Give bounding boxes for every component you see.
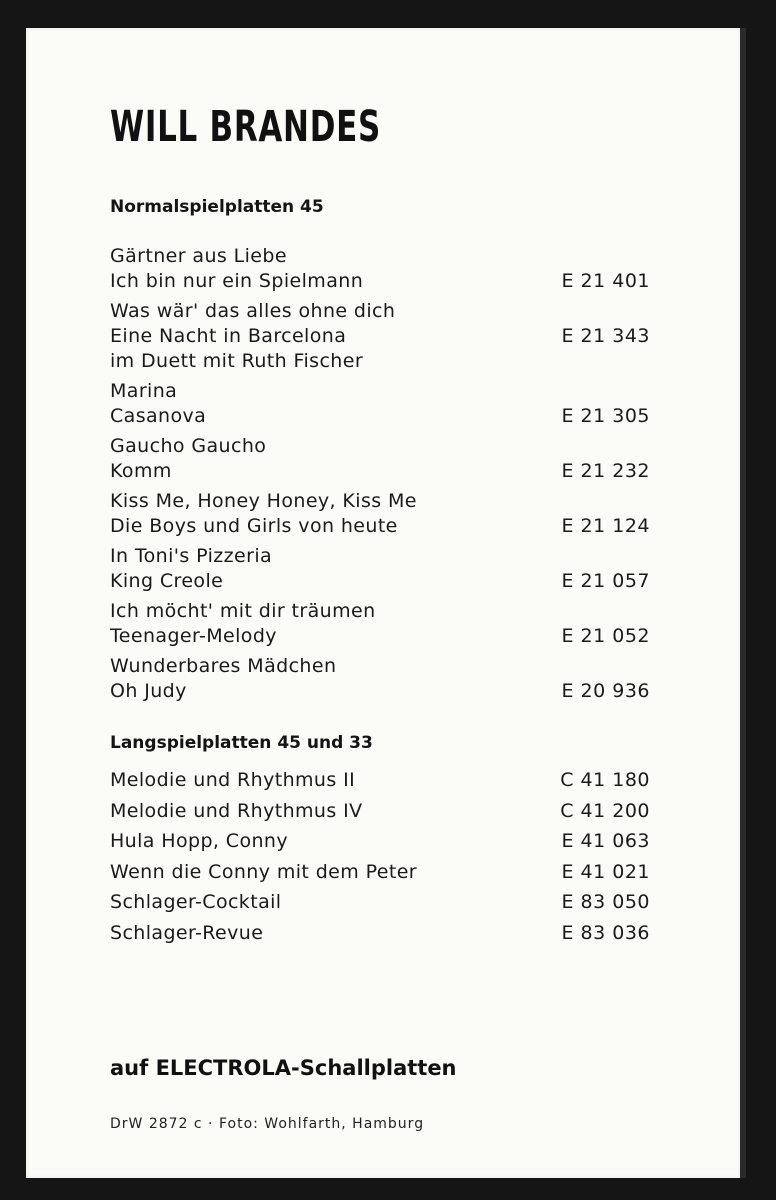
catalog-number: E 41 021 [561,860,650,883]
albums-heading: Langspielplatten 45 und 33 [110,733,373,753]
catalog-number: E 41 063 [561,830,650,852]
song-title: Komm [110,460,172,482]
song-title: Eine Nacht in Barcelona [110,325,347,347]
album-title: Schlager-Revue [110,921,264,944]
catalog-number: E 21 052 [561,625,650,647]
catalog-number: E 20 936 [561,680,650,702]
song-title: Ich bin nur ein Spielmann [110,270,364,292]
album-entry [110,857,650,888]
singles-list [110,244,650,704]
album-entry [110,826,650,857]
album-title: Melodie und Rhythmus IV [110,799,363,822]
song-title: Teenager-Melody [110,625,277,647]
catalog-number: E 21 124 [561,515,650,537]
catalog-number: E 21 343 [561,325,650,347]
song-title: Kiss Me, Honey Honey, Kiss Me [110,490,417,512]
catalog-number: C 41 200 [560,799,650,822]
song-title: Marina [110,380,178,402]
card-edge [740,28,746,1178]
single-entry [110,299,650,374]
single-entry [110,244,650,294]
album-entry [110,796,650,827]
record-label-line: auf ELECTROLA-Schallplatten [110,1056,457,1080]
artist-name: WILL BRANDES [110,102,382,152]
discography-card [26,28,740,1178]
single-entry [110,489,650,539]
song-title: In Toni's Pizzeria [110,545,273,567]
album-title: Schlager-Cocktail [110,891,282,913]
album-title: Melodie und Rhythmus II [110,769,356,791]
single-entry [110,654,650,704]
single-entry [110,434,650,484]
singles-heading: Normalspielplatten 45 [110,197,324,217]
catalog-number: E 83 050 [561,891,650,913]
song-title: Wunderbares Mädchen [110,655,337,677]
catalog-number: E 21 057 [561,570,650,592]
single-entry [110,379,650,429]
song-title: King Creole [110,570,224,592]
catalog-number: E 21 232 [561,460,650,482]
album-entry [110,887,650,918]
song-title: Die Boys und Girls von heute [110,515,398,537]
song-title: Ich möcht' mit dir träumen [110,600,376,622]
catalog-number: E 21 401 [561,270,650,292]
single-entry [110,599,650,649]
song-title: Was wär' das alles ohne dich [110,300,396,322]
album-entry [110,918,650,949]
duet-note: im Duett mit Ruth Fischer [110,350,364,372]
song-title: Oh Judy [110,680,187,702]
song-title: Casanova [110,405,207,427]
album-entry [110,765,650,796]
album-title: Wenn die Conny mit dem Peter [110,860,418,883]
song-title: Gärtner aus Liebe [110,245,287,267]
single-entry [110,544,650,594]
catalog-number: E 21 305 [561,405,650,427]
albums-list [110,765,650,948]
album-title: Hula Hopp, Conny [110,830,289,852]
catalog-number: E 83 036 [561,921,650,944]
photo-credit: DrW 2872 c · Foto: Wohlfarth, Hamburg [110,1116,425,1132]
song-title: Gaucho Gaucho [110,435,267,457]
catalog-number: C 41 180 [560,769,650,791]
